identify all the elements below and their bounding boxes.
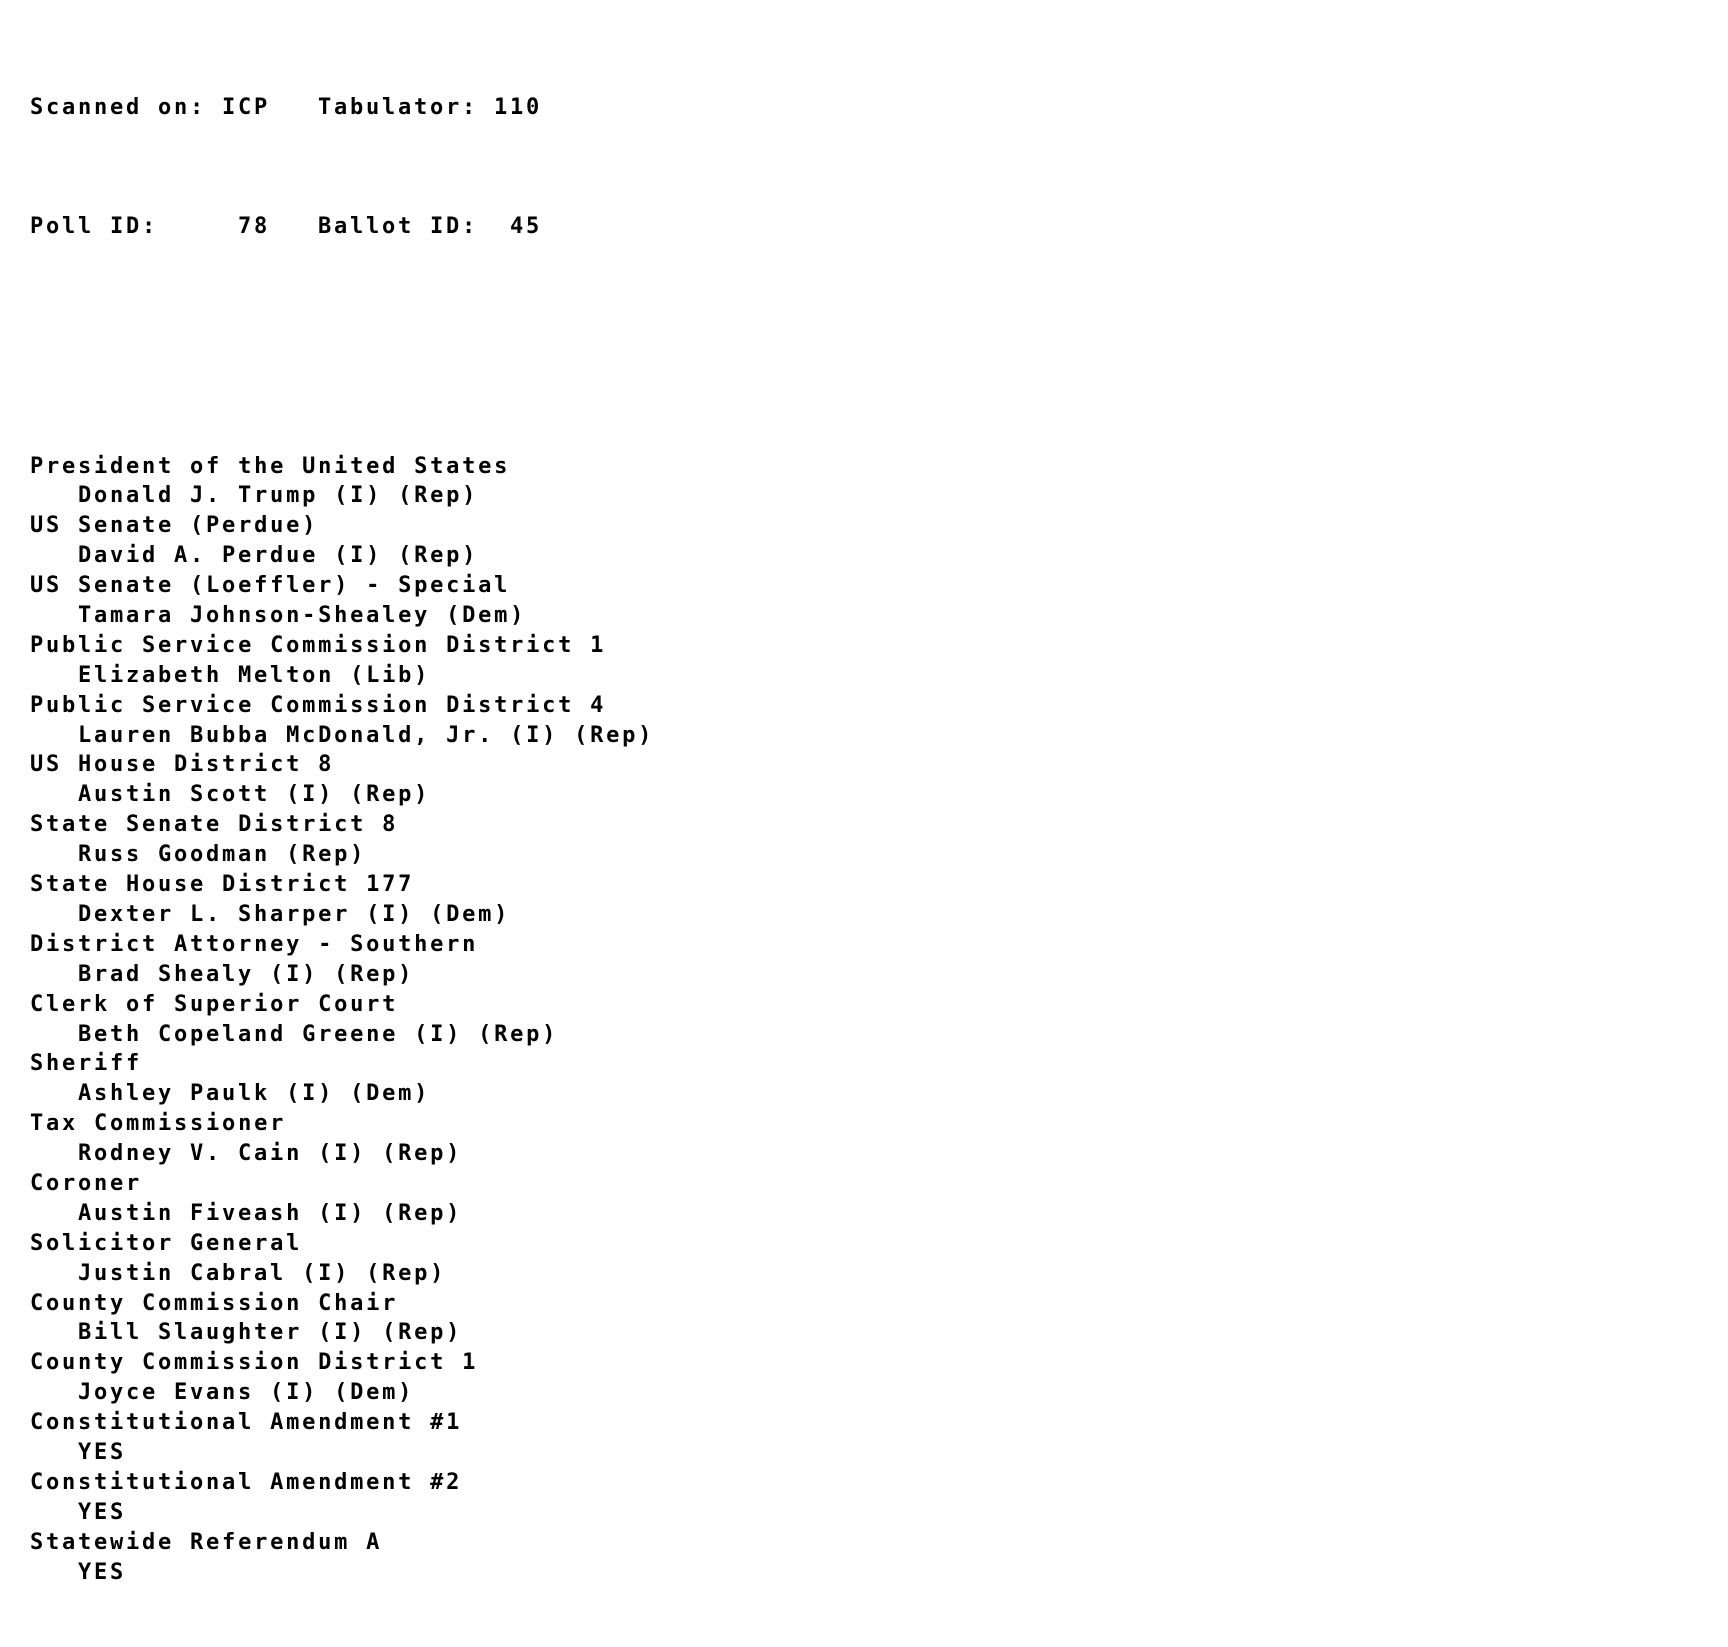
header-gap [270,212,318,242]
contest-selection: Lauren Bubba McDonald, Jr. (I) (Rep) [78,722,655,748]
contest-selection: Joyce Evans (I) (Dem) [78,1380,415,1406]
contest-selection: Tamara Johnson-Shealey (Dem) [78,603,527,629]
contest-race-title: Sheriff [30,1051,143,1077]
contest-selection: Rodney V. Cain (I) (Rep) [78,1141,463,1167]
contest-race-title: Solicitor General [30,1230,303,1256]
ballot-id-label: Ballot ID: [318,214,478,240]
contest-race-title: US Senate (Loeffler) - Special [30,573,511,599]
contest-selection: Brad Shealy (I) (Rep) [78,961,415,987]
contest-race-title: US House District 8 [30,752,335,778]
contest-race-title: Public Service Commission District 1 [30,632,607,658]
ballot-id-value: 45 [509,214,542,240]
contest-race-title: State House District 177 [30,872,415,898]
contest-selection: Bill Slaughter (I) (Rep) [78,1320,463,1346]
poll-id-value: 78 [237,214,270,240]
contest-race-title: Constitutional Amendment #2 [30,1469,463,1495]
tabulator-label: Tabulator: [318,94,478,120]
contest-selection: Ashley Paulk (I) (Dem) [78,1081,431,1107]
contest-list [30,452,654,1588]
tabulator-value: 110 [493,94,542,120]
contest-selection: David A. Perdue (I) (Rep) [78,543,479,569]
contest-selection: Donald J. Trump (I) (Rep) [78,483,479,509]
contest-race-title: District Attorney - Southern [30,931,479,957]
contest-race-title: Clerk of Superior Court [30,991,399,1017]
spacer [30,332,654,362]
contest-race-title: Public Service Commission District 4 [30,692,607,718]
contest-race-title: President of the United States [30,453,511,479]
contest-selection: Russ Goodman (Rep) [78,842,367,868]
contest-selection: Justin Cabral (I) (Rep) [78,1260,447,1286]
poll-id-label: Poll ID: [30,214,159,240]
header-line-ids [30,212,654,242]
contest-selection: Austin Scott (I) (Rep) [78,782,431,808]
scanned-on-value: ICP [222,94,270,120]
contest-race-title: County Commission District 1 [30,1350,479,1376]
header-line-scanner [30,93,654,123]
contest-race-title: County Commission Chair [30,1290,399,1316]
contest-selection: Elizabeth Melton (Lib) [78,662,431,688]
scanned-on-label: Scanned on: [30,94,207,120]
contest-selection: YES [78,1559,127,1585]
contest-race-title: State Senate District 8 [30,812,399,838]
contest-race-title: Constitutional Amendment #1 [30,1410,463,1436]
contest-race-title: Tax Commissioner [30,1111,287,1137]
contest-selection: YES [78,1499,127,1525]
header-gap [270,93,318,123]
contest-selection: Beth Copeland Greene (I) (Rep) [78,1021,559,1047]
contest-selection: Austin Fiveash (I) (Rep) [78,1200,463,1226]
ballot-record-printout [30,3,654,1647]
contest-race-title: Statewide Referendum A [30,1529,383,1555]
contest-selection: Dexter L. Sharper (I) (Dem) [78,901,511,927]
contest-race-title: Coroner [30,1170,143,1196]
contest-selection: YES [78,1439,127,1465]
contest-race-title: US Senate (Perdue) [30,513,319,539]
